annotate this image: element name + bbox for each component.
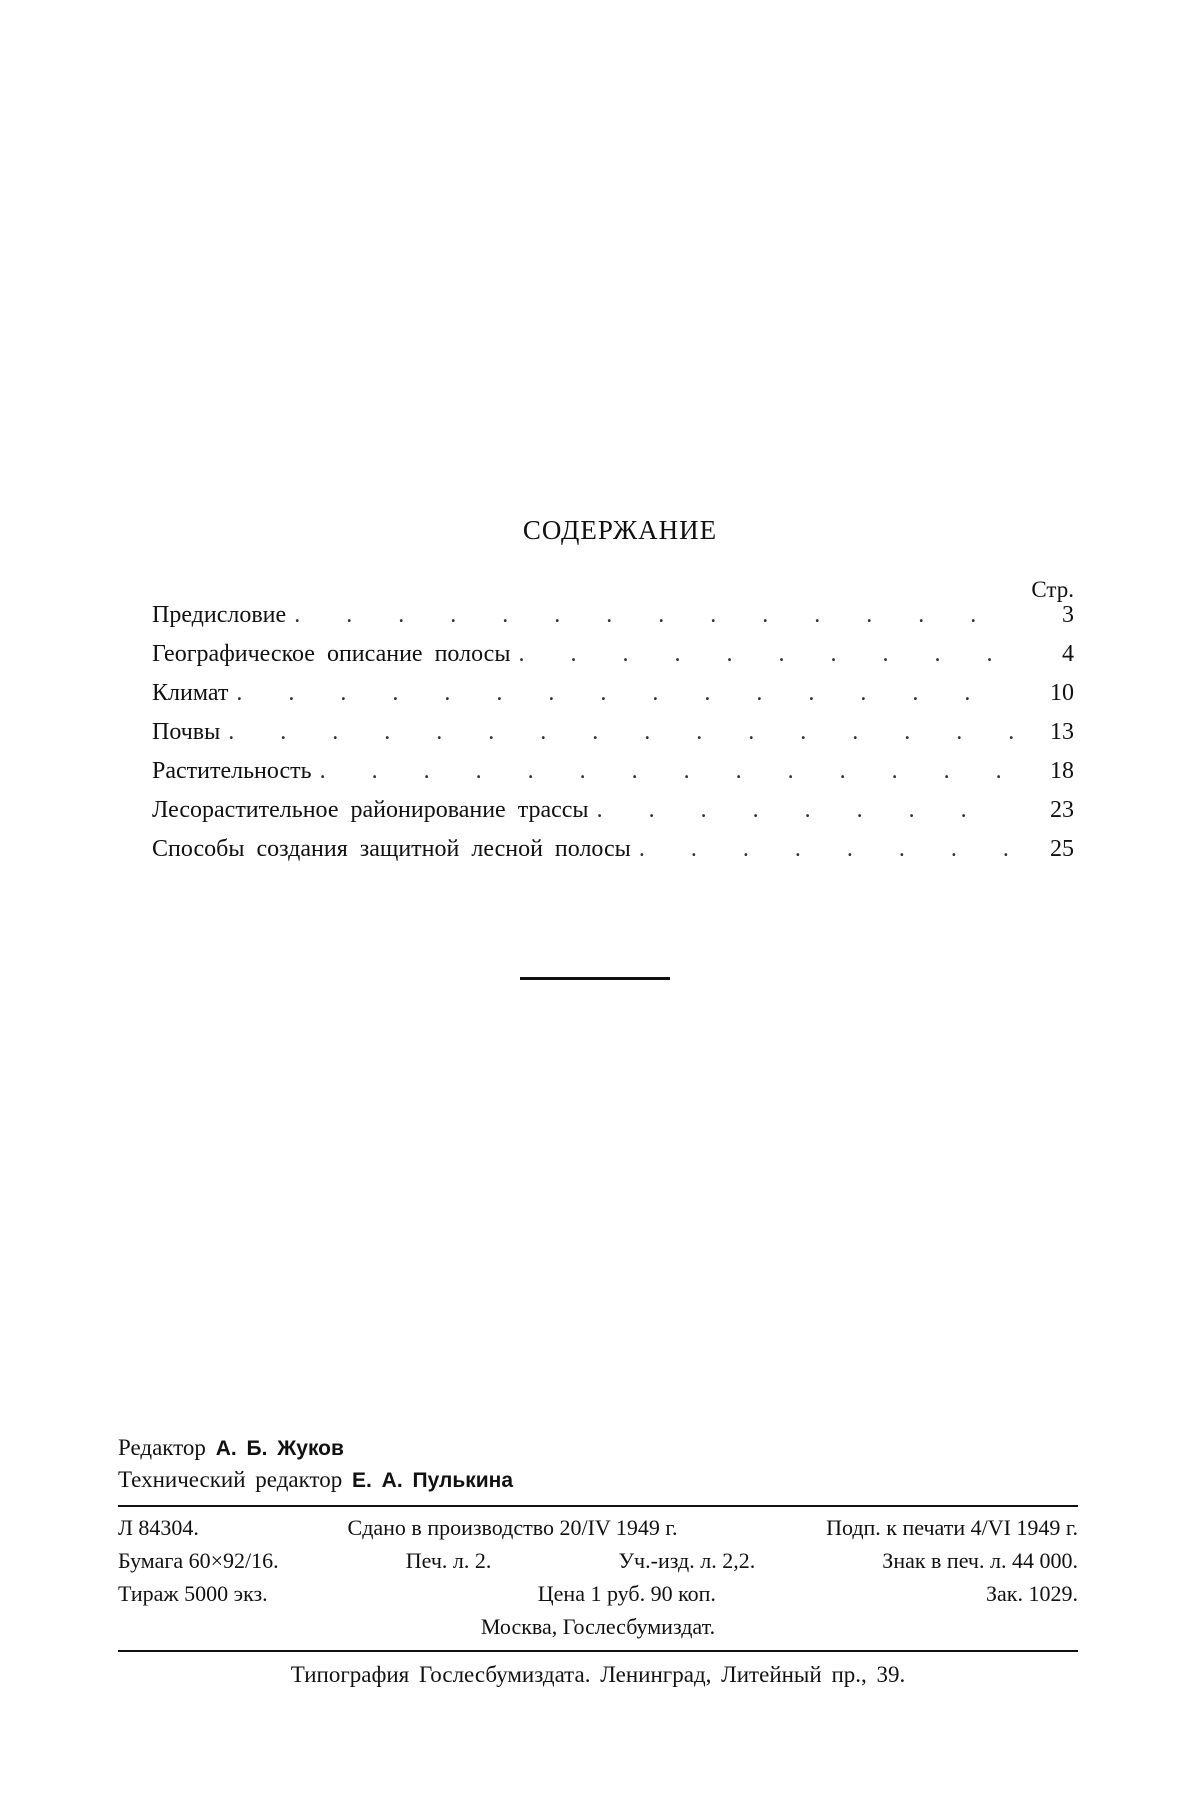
toc-entry-label: Лесорастительное районирование трассы (152, 797, 589, 823)
toc-entry-page: 3 (1062, 602, 1074, 628)
toc-entry-page: 4 (1062, 641, 1074, 667)
paper-format: Бумага 60×92/16. (118, 1548, 279, 1573)
toc-entry (152, 602, 1074, 641)
toc-entry-label: Предисловие (152, 602, 287, 628)
dot-leader (597, 797, 1014, 824)
toc-entry-label: Климат (152, 680, 229, 706)
dot-leader (228, 719, 1014, 746)
toc-entry (152, 836, 1074, 875)
toc-entry-page: 23 (1050, 797, 1074, 823)
toc-entry (152, 641, 1074, 680)
dot-leader (320, 758, 1014, 785)
dot-leader (294, 602, 1014, 629)
toc-entry-label: Почвы (152, 719, 221, 745)
tech-editor-name: Е. А. Пулькина (351, 1469, 514, 1492)
price: Цена 1 руб. 90 коп. (537, 1581, 716, 1606)
toc-entry (152, 680, 1074, 719)
publisher: Москва, Гослесбумиздат. (480, 1614, 716, 1639)
dot-leader (236, 680, 1014, 707)
editor-label: Редактор (118, 1435, 206, 1460)
colophon-rule-top (118, 1505, 1078, 1507)
toc-entry-page: 25 (1050, 836, 1074, 862)
editor-credit (118, 1435, 1078, 1467)
dot-leader (639, 836, 1014, 863)
page-column-header: Стр. (1031, 577, 1074, 602)
print-approval-date: Подп. к печати 4/VI 1949 г. (826, 1515, 1078, 1540)
toc-entry-label: Способы создания защитной лесной полосы (152, 836, 631, 862)
order-code: Л 84304. (118, 1515, 199, 1540)
toc-entry (152, 758, 1074, 797)
toc-entry-label: Географическое описание полосы (152, 641, 511, 667)
toc-entry-page: 13 (1050, 719, 1074, 745)
editor-name: А. Б. Жуков (215, 1437, 344, 1460)
chars-per-sheet: Знак в печ. л. 44 000. (882, 1548, 1078, 1573)
tech-editor-credit (118, 1467, 1078, 1499)
toc-entry-page: 18 (1050, 758, 1074, 784)
toc-entry-label: Растительность (152, 758, 312, 784)
toc-entry-page: 10 (1050, 680, 1074, 706)
print-run: Тираж 5000 экз. (118, 1581, 268, 1606)
production-date: Сдано в производство 20/IV 1949 г. (347, 1515, 678, 1540)
colophon (118, 1435, 1078, 1688)
printed-sheets: Печ. л. 2. (405, 1548, 492, 1573)
toc-entry (152, 719, 1074, 758)
print-run-line (118, 1581, 1078, 1614)
toc-title: СОДЕРЖАНИЕ (522, 515, 718, 545)
production-line (118, 1515, 1078, 1548)
tech-editor-label: Технический редактор (118, 1467, 343, 1492)
dot-leader (518, 641, 1014, 668)
order-number: Зак. 1029. (986, 1581, 1078, 1606)
table-of-contents (152, 577, 1074, 875)
publisher-sheets: Уч.-изд. л. 2,2. (618, 1548, 756, 1573)
toc-entry (152, 797, 1074, 836)
colophon-rule-bottom (118, 1650, 1078, 1652)
printer-info: Типография Гослесбумиздата. Ленинград, Литейный пр., 39. (290, 1662, 906, 1687)
format-line (118, 1548, 1078, 1581)
section-divider (520, 977, 670, 980)
toc-list (152, 602, 1074, 875)
